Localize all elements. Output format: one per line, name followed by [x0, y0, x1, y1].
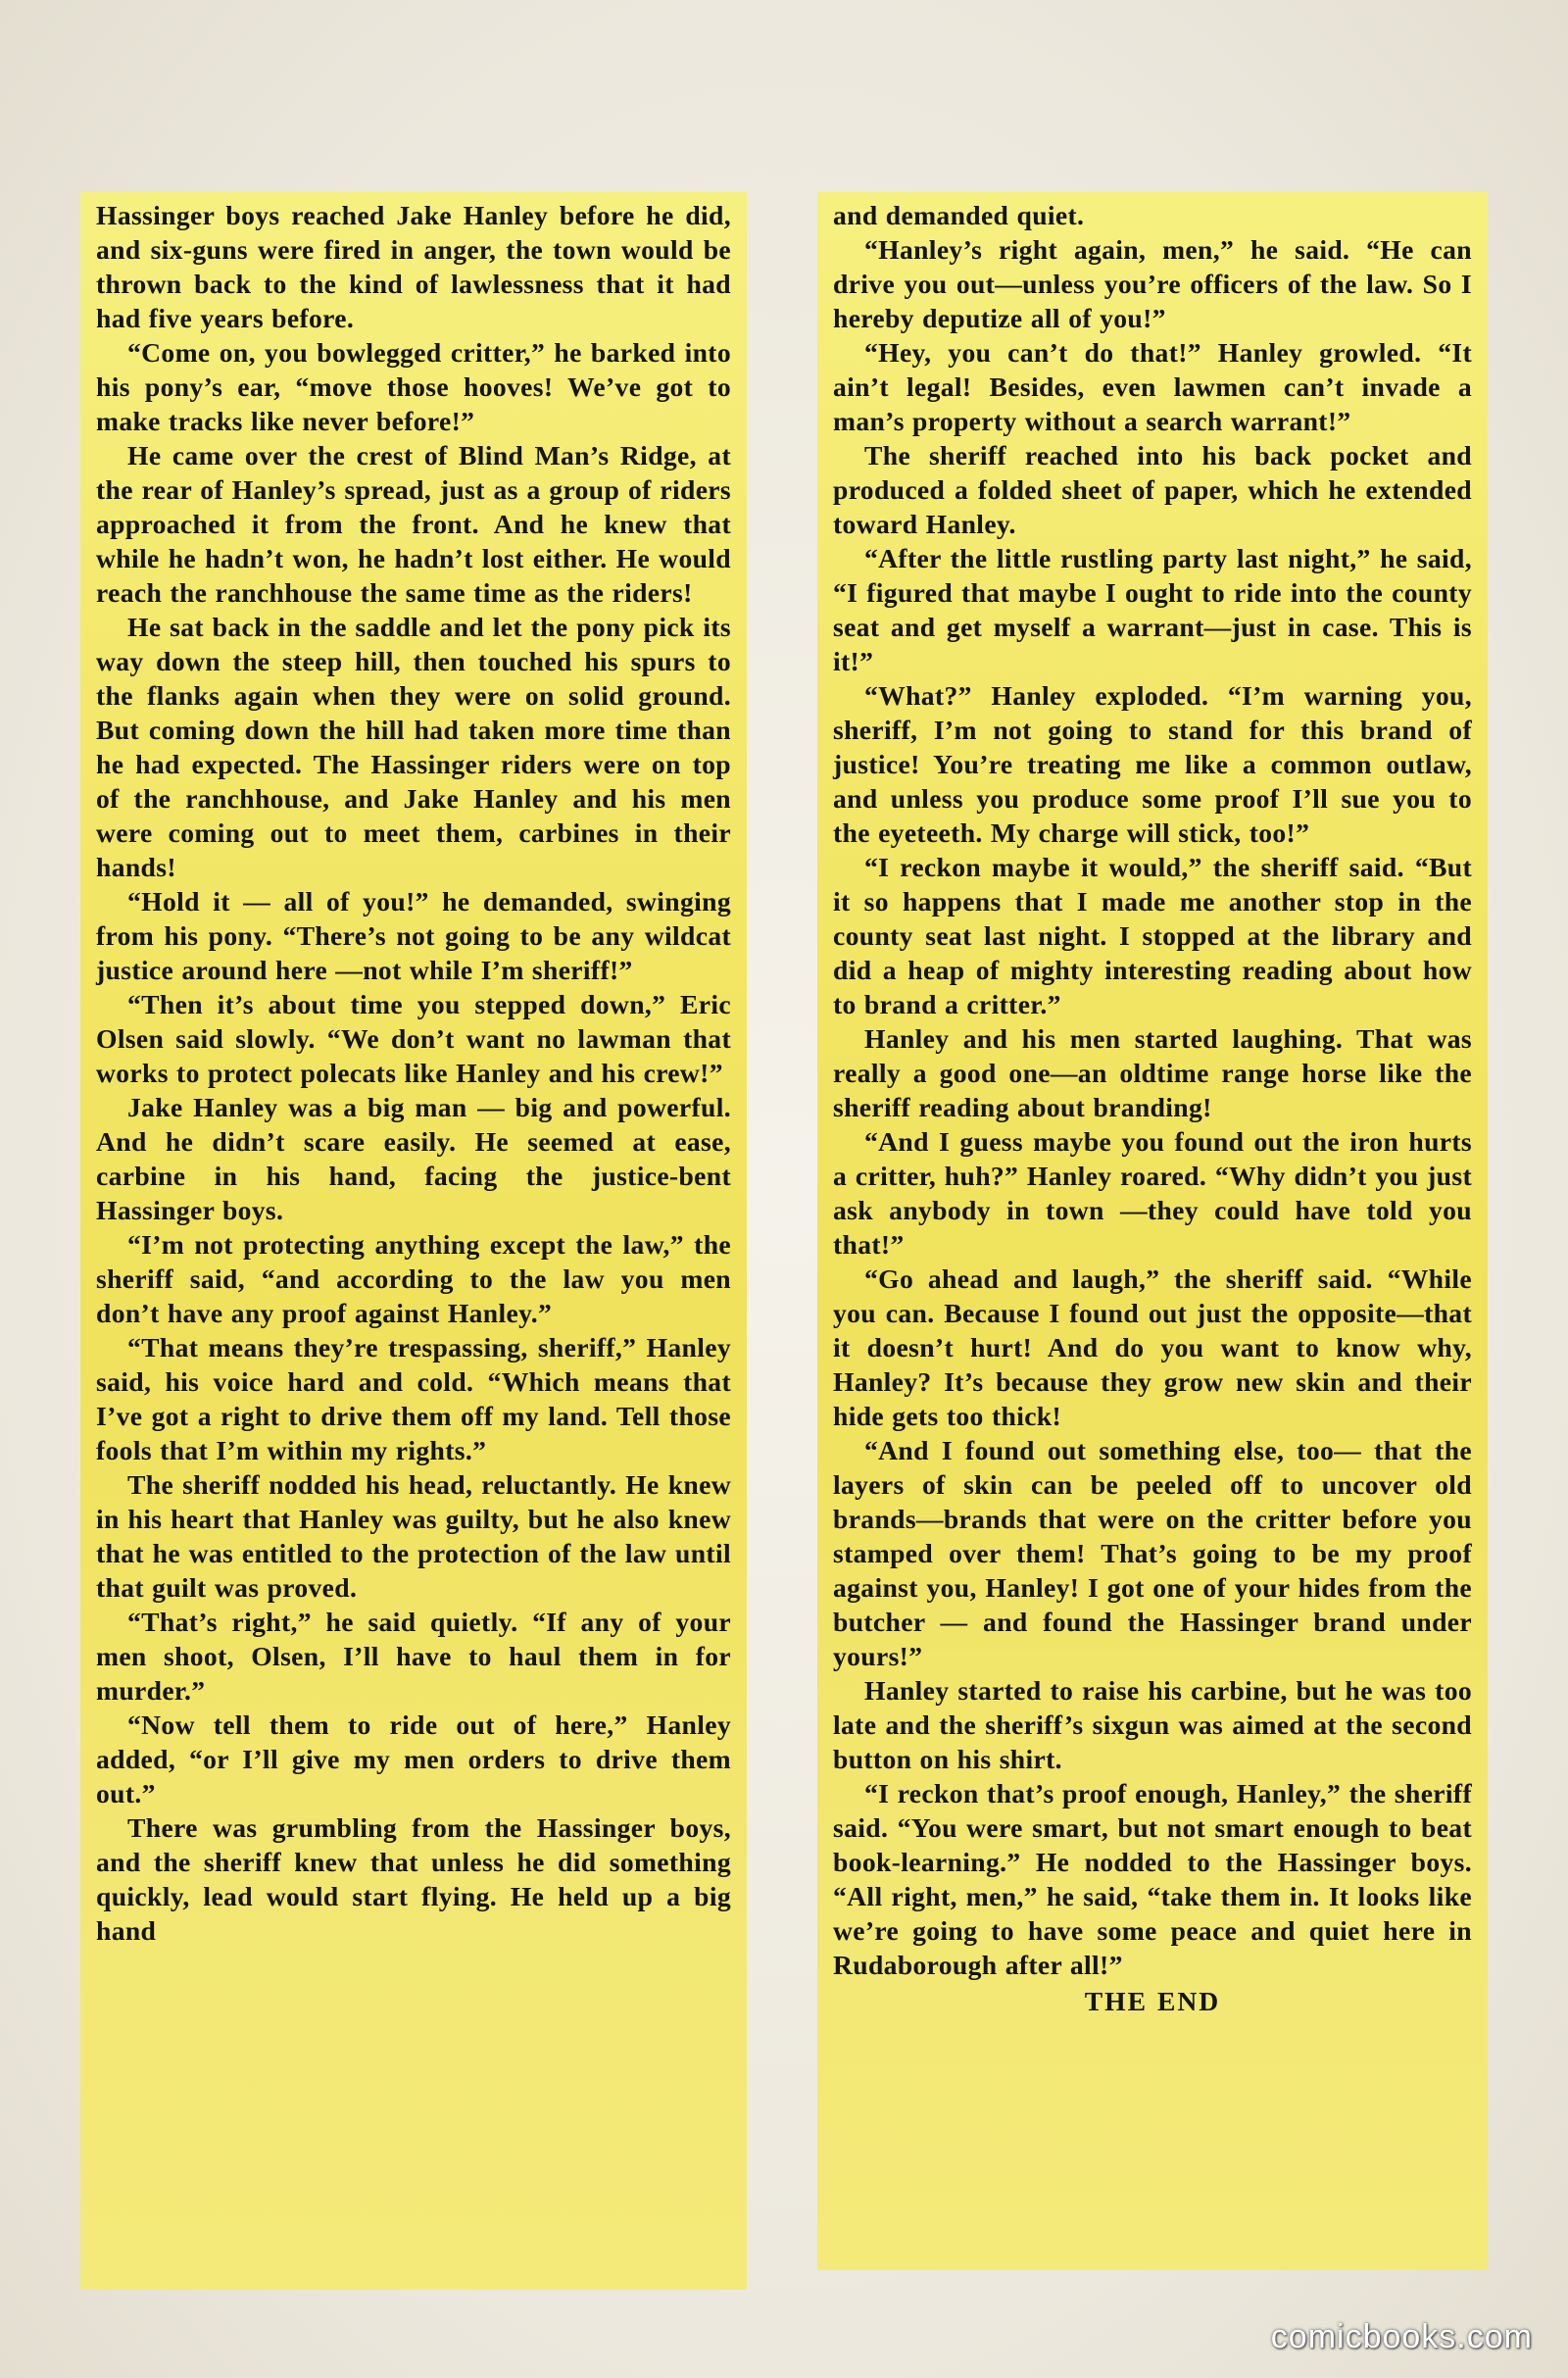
- paragraph: “Hold it — all of you!” he demanded, swinging from his pony. “There’s not going to be any wildcat justice around here —not while I’m sheriff!”: [96, 886, 731, 985]
- text-column-right: [817, 192, 1488, 2270]
- paragraph: “Hanley’s right again, men,” he said. “He can drive you out—unless you’re officers of the law. So I hereby deputize all of you!”: [833, 234, 1472, 333]
- paragraph: “I reckon that’s proof enough, Hanley,” the sheriff said. “You were smart, but not smart enough to beat book-learning.” He nodded to the Hassinger boys. “All right, men,” he said, “take them in. It looks like we’re going to have some peace and quiet here in Rudaborough after all!”: [833, 1778, 1472, 1980]
- paragraph: “And I guess maybe you found out the iron hurts a critter, huh?” Hanley roared. “Why didn’t you just ask anybody in town —they could have told you that!”: [833, 1126, 1472, 1260]
- paragraph: “Come on, you bowlegged critter,” he barked into his pony’s ear, “move those hooves! We’ve got to make tracks like never before!”: [96, 337, 731, 436]
- paragraph: There was grumbling from the Hassinger boys, and the sheriff knew that unless he did something quickly, lead would start flying. He held up a big hand: [96, 1812, 731, 1946]
- paragraph: Jake Hanley was a big man — big and powerful. And he didn’t scare easily. He seemed at ease, carbine in his hand, facing the justice-bent Hassinger boys.: [96, 1092, 731, 1225]
- paragraph: “That’s right,” he said quietly. “If any of your men shoot, Olsen, I’ll have to haul them in for murder.”: [96, 1607, 731, 1706]
- paragraph: “After the little rustling party last night,” he said, “I figured that maybe I ought to ride into the county seat and get myself a warrant—just in case. This is it!”: [833, 543, 1472, 676]
- paragraph: “I’m not protecting anything except the law,” the sheriff said, “and according to the law you men don’t have any proof against Hanley.”: [96, 1229, 731, 1328]
- paragraph: “Now tell them to ride out of here,” Hanley added, “or I’ll give my men orders to drive them out.”: [96, 1709, 731, 1808]
- paragraph: “Hey, you can’t do that!” Hanley growled. “It ain’t legal! Besides, even lawmen can’t invade a man’s property without a search warrant!”: [833, 337, 1472, 436]
- paragraph: and demanded quiet.: [833, 200, 1085, 230]
- paragraph: “Go ahead and laugh,” the sheriff said. “While you can. Because I found out just the opposite—that it doesn’t hurt! And do you want to know why, Hanley? It’s because they grow new skin and their hide gets too thick!: [833, 1263, 1472, 1431]
- paragraph: “And I found out something else, too— that the layers of skin can be peeled off to uncover old brands—brands that were on the critter before you stamped over them! That’s going to be my proof against you, Hanley! I got one of your hides from the butcher — and found the Hassinger brand under yours!”: [833, 1435, 1472, 1671]
- paragraph: Hassinger boys reached Jake Hanley before he did, and six-guns were fired in anger, the town would be thrown back to the kind of lawlessness that it had had five years before.: [96, 200, 731, 333]
- text-column-left: [80, 192, 747, 2290]
- paragraph: He sat back in the saddle and let the pony pick its way down the steep hill, then touched his spurs to the flanks again when they were on solid ground. But coming down the hill had taken more time than he had expected. The Hassinger riders were on top of the ranchhouse, and Jake Hanley and his men were coming out to meet them, carbines in their hands!: [96, 612, 731, 882]
- paragraph: Hanley started to raise his carbine, but he was too late and the sheriff’s sixgun was aimed at the second button on his shirt.: [833, 1675, 1472, 1774]
- paragraph: He came over the crest of Blind Man’s Ridge, at the rear of Hanley’s spread, just as a group of riders approached it from the front. And he knew that while he hadn’t won, he hadn’t lost either. He would reach the ranchhouse the same time as the riders!: [96, 440, 731, 608]
- paragraph: “I reckon maybe it would,” the sheriff said. “But it so happens that I made me another stop in the county seat last night. I stopped at the library and did a heap of mighty interesting reading about how to brand a critter.”: [833, 852, 1472, 1019]
- paragraph: The sheriff reached into his back pocket and produced a folded sheet of paper, which he extended toward Hanley.: [833, 440, 1472, 539]
- watermark: comicbooks.com: [1270, 2318, 1533, 2355]
- paragraph: “What?” Hanley exploded. “I’m warning you, sheriff, I’m not going to stand for this brand of justice! You’re treating me like a common outlaw, and unless you produce some proof I’ll sue you to the eyeteeth. My charge will stick, too!”: [833, 680, 1472, 848]
- paragraph: “That means they’re trespassing, sheriff,” Hanley said, his voice hard and cold. “Which means that I’ve got a right to drive them off my land. Tell those fools that I’m within my rights.”: [96, 1332, 731, 1465]
- paragraph: The sheriff nodded his head, reluctantly. He knew in his heart that Hanley was guilty, but he also knew that he was entitled to the protection of the law until that guilt was proved.: [96, 1469, 731, 1603]
- the-end-label: THE END: [1084, 1986, 1221, 2016]
- paragraph: “Then it’s about time you stepped down,” Eric Olsen said slowly. “We don’t want no lawman that works to protect polecats like Hanley and his crew!”: [96, 989, 731, 1088]
- paragraph: Hanley and his men started laughing. That was really a good one—an oldtime range horse like the sheriff reading about branding!: [833, 1023, 1472, 1122]
